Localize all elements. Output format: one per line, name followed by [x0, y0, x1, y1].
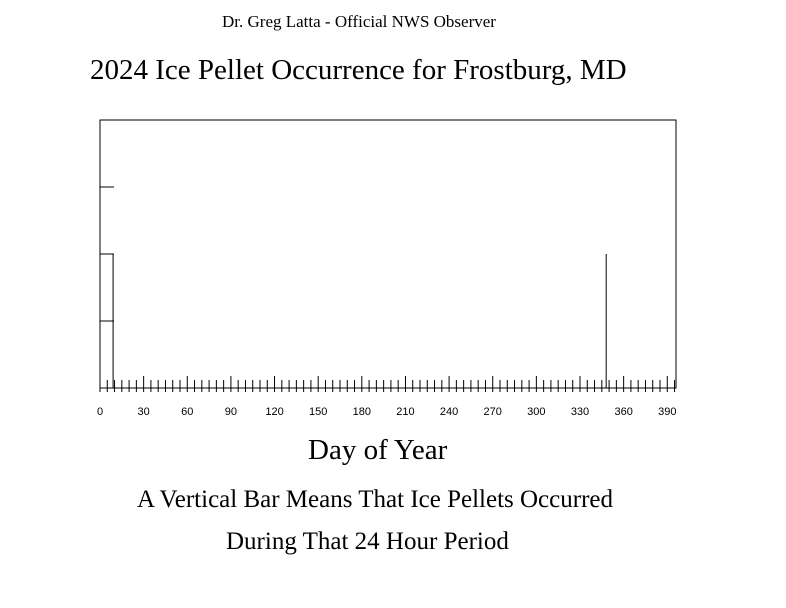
observer-credit: Dr. Greg Latta - Official NWS Observer	[222, 12, 496, 31]
x-tick-label: 240	[439, 406, 459, 418]
x-tick-label: 270	[483, 406, 502, 418]
chart-title: 2024 Ice Pellet Occurrence for Frostburg, MD	[90, 54, 627, 86]
x-tick-label: 180	[352, 406, 371, 418]
x-tick-label: 390	[658, 406, 677, 418]
plot-frame	[100, 120, 676, 388]
x-tick-label: 0	[96, 406, 104, 418]
x-axis	[97, 376, 677, 418]
y-axis-ticks	[100, 187, 114, 321]
x-tick-label: 90	[224, 406, 238, 418]
x-axis-label: Day of Year	[308, 434, 448, 466]
x-tick-label: 30	[137, 406, 150, 418]
x-tick-label: 120	[265, 406, 284, 418]
explanation-line-2: During That 24 Hour Period	[226, 528, 509, 555]
occurrence-bars	[113, 254, 606, 388]
x-tick-label: 60	[181, 406, 194, 418]
x-tick-label: 300	[527, 406, 546, 418]
x-tick-label: 150	[309, 406, 328, 418]
x-tick-label: 360	[614, 406, 633, 418]
explanation-line-1: A Vertical Bar Means That Ice Pellets Occurred	[137, 486, 613, 513]
x-tick-label: 210	[396, 406, 415, 418]
x-tick-label: 330	[570, 406, 590, 418]
